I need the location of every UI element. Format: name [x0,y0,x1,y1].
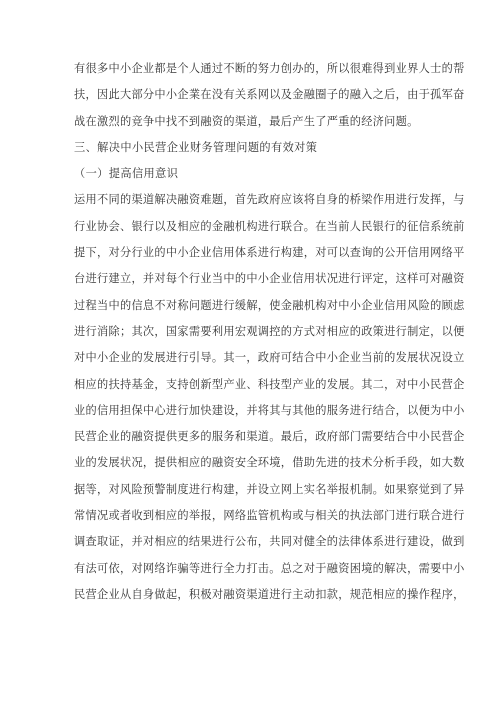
paragraph-intro [74,56,465,135]
text-line: 业的信用担保中心进行加快建设，并将其与其他的服务进行结合，以便为中小 [74,403,465,417]
subsection-heading: （一）提高信用意识 [74,167,179,181]
text-line: 运用不同的渠道解决融资难题，首先政府应该将自身的桥梁作用进行发挥，与 [74,193,465,207]
text-line: 民营企业的融资提供更多的服务和渠道。最后，政府部门需要结合中小民营企 [74,430,465,444]
text-line: 相应的扶持基金，支持创新型产业、科技型产业的发展。其二，对中小民营企 [74,377,465,391]
text-line: 进行消除；其次，国家需要利用宏观调控的方式对相应的政策进行制定，以便 [74,324,465,338]
text-line: 台进行建立，并对每个行业当中的中小企业信用状况进行评定，这样可对融资 [74,272,465,286]
text-line: 业的发展状况，提供相应的融资安全环境，借助先进的技术分析手段，如大数 [74,456,465,470]
text-line: 常情况或者收到相应的举报，网络监管机构或与相关的执法部门进行联合进行 [74,509,465,523]
text-line: 对中小企业的发展进行引导。其一，政府可结合中小企业当前的发展状况设立 [74,351,465,365]
paragraph-body [74,187,465,608]
text-line: 民营企业从自身做起，积极对融资渠道进行主动扣款，规范相应的操作程序， [74,587,465,601]
text-line: 提下，对分行业的中小企业信用体系进行构建，对可以查询的公开信用网络平 [74,246,465,260]
text-line: 扶，因此大部分中小企業在没有关系网以及金融圈子的融入之后，由于孤军奋 [74,88,465,102]
text-line: 有法可依，对网络诈骗等进行全力打击。总之对于融资困境的解决，需要中小 [74,561,465,575]
text-line: 据等，对风险预警制度进行构建，并设立网上实名举报机制。如果察觉到了异 [74,482,465,496]
section-heading: 三、解决中小民营企业财务管理问题的有效对策 [74,140,318,154]
text-line: 有很多中小企业都是个人通过不断的努力创办的，所以很难得到业界人士的帮 [74,62,465,75]
text-line: 过程当中的信息不对称问题进行缓解，使金融机构对中小企业信用风险的顾虑 [74,298,465,312]
text-line: 行业协会、银行以及相应的金融机构进行联合。在当前人民银行的征信系统前 [74,219,465,233]
text-line: 战在激烈的竞争中找不到融资的渠道，最后产生了严重的经济问题。 [74,114,419,128]
text-line: 调查取证，并对相应的结果进行公布，共同对健全的法律体系进行建设，做到 [74,535,465,549]
